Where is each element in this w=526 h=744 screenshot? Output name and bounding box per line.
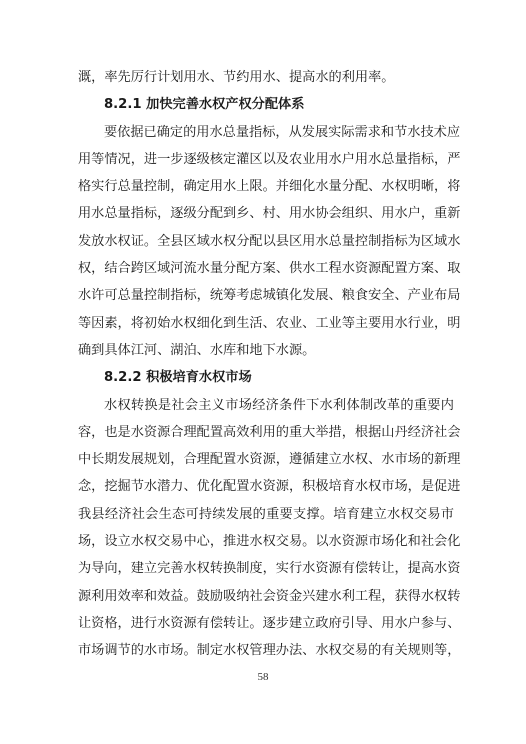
section-heading-8-2-1: 8.2.1 加快完善水权产权分配体系 [104,97,305,113]
paragraph-line: 格实行总量控制，确定用水上限。并细化水量分配、水权明晰，将 [78,179,461,195]
paragraph-line: 我县经济社会生态可持续发展的重要支撑。培育建立水权交易市 [78,506,454,522]
paragraph-line: 要依据已确定的用水总量指标，从发展实际需求和节水技术应 [104,124,461,140]
page-number: 58 [257,671,269,683]
paragraph-line: 容，也是水资源合理配置高效利用的重大举措，根据山丹经济社会 [78,424,461,440]
paragraph-water-rights-market [78,392,461,665]
paragraph-line: 为导向，建立完善水权转换制度，实行水资源有偿转让，提高水资 [78,561,461,577]
paragraph-line: 场，设立水权交易中心，推进水权交易。以水资源市场化和社会化 [78,534,461,550]
paragraph-line: 等因素，将初始水权细化到生活、农业、工业等主要用水行业，明 [78,315,461,331]
paragraph-line: 让资格，进行水资源有偿转让。逐步建立政府引导、用水户参与、 [78,615,461,631]
paragraph-line: 源利用效率和效益。鼓励吸纳社会资金兴建水利工程，获得水权转 [78,588,461,604]
paragraph-line: 念，挖掘节水潜力、优化配置水资源，积极培育水权市场，是促进 [78,479,461,495]
paragraph-line: 水许可总量控制指标，统筹考虑城镇化发展、粮食安全、产业布局 [78,288,461,304]
paragraph-line: 发放水权证。全县区域水权分配以县区用水总量控制指标为区域水 [78,233,461,249]
paragraph-line: 权，结合跨区域河流水量分配方案、供水工程水资源配置方案、取 [78,261,461,277]
page-body [78,64,461,665]
section-heading-8-2-2: 8.2.2 积极培育水权市场 [104,370,252,386]
paragraph-water-rights-allocation [78,119,461,365]
paragraph-line: 中长期发展规划，合理配置水资源，遵循建立水权、水市场的新理 [78,452,461,468]
paragraph-line: 确到具体江河、湖泊、水库和地下水源。 [78,342,316,358]
paragraph-line: 用等情况，进一步逐级核定灌区以及农业用水户用水总量指标，严 [78,151,461,167]
paragraph-line: 水权转换是社会主义市场经济条件下水利体制改革的重要内 [104,397,454,413]
paragraph-line: 用水总量指标，逐级分配到乡、村、用水协会组织、用水户，重新 [78,206,461,222]
paragraph-line: 市场调节的水市场。制定水权管理办法、水权交易的有关规则等， [78,643,461,659]
paragraph-line: 溉，率先厉行计划用水、节约用水、提高水的利用率。 [78,70,395,85]
